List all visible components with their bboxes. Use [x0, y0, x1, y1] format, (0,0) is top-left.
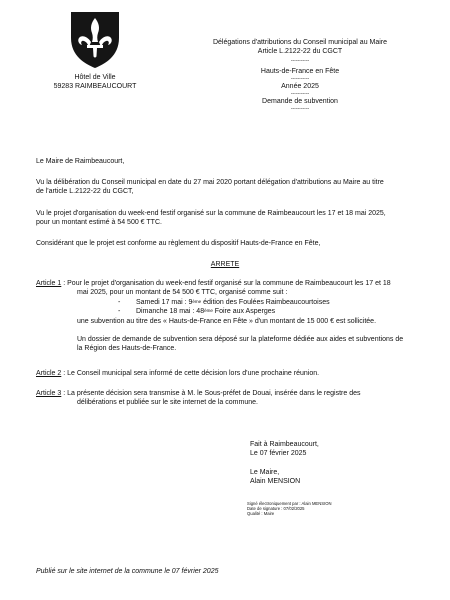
program-item: - Dimanche 18 mai : 48ème Foire aux Asperges [118, 308, 276, 316]
separator: ----------- [290, 76, 310, 82]
signature-role: Le Maire, [250, 468, 280, 476]
intro-line: Le Maire de Raimbeaucourt, [36, 158, 125, 165]
fleur-de-lis-icon [71, 12, 119, 68]
arrete-heading: ARRETE [210, 261, 240, 268]
article-1-label: Article 1 [36, 280, 62, 287]
decision-header [190, 38, 410, 112]
publication-note: Publié sur le site internet de la commune le 07 février 2025 [36, 568, 219, 575]
request-type: Demande de subvention [262, 98, 338, 105]
program-item: - Samedi 17 mai : 9ème édition des Foulées Raimbeaucourtoises [118, 298, 330, 306]
town-crest [71, 12, 119, 68]
electronic-signature-stamp: Signé électroniquement par : Alain MENSION Date de signature : 07/02/2025 Qualité : Maire [247, 501, 332, 517]
article-2-label: Article 2 [36, 370, 62, 377]
article-3-label: Article 3 [36, 390, 62, 397]
separator: ----------- [290, 91, 310, 97]
program-year: Année 2025 [281, 83, 319, 90]
article-1: Article 1 : Pour le projet d'organisation du week-end festif organisé sur la commune de Raimbeaucourt les 17 et 18 mai 2025, pour un montant de 54 500 € TTC, organisé comme suit : - Samedi 17 mai : 9ème édition des Foulées Raimbeaucourtoises - Dimanche 18 mai : 48ème Foire aux Asperges une subvention au titre des « Hauts-de-France en Fête » d'un montant de 15 000 € est sollicitée. Un dossier de demande de subvention sera déposé sur la plateforme dédiée aux aides et subventions de la Région des Hauts-de-France. [36, 279, 418, 354]
considerant: Considérant que le projet est conforme au règlement du dispositif Hauts-de-France en Fête, [36, 240, 321, 247]
signature-name: Alain MENSION [250, 478, 301, 486]
separator: ----------- [290, 106, 310, 112]
signature-block [250, 440, 319, 487]
signature-place: Fait à Raimbeaucourt, [250, 441, 319, 448]
decision-title: Délégations d'attributions du Conseil municipal au Maire [212, 39, 388, 46]
separator: ----------- [290, 58, 310, 64]
program-name: Hauts-de-France en Fête [260, 68, 340, 75]
vu-deliberation: Vu la délibération du Conseil municipal en date du 27 mai 2020 portant délégation d'attributions au Maire au titre de l'article L.2122-22 du CGCT, [36, 179, 384, 196]
article-3: Article 3 : La présente décision sera transmise à M. le Sous-préfet de Douai, insérée dans le registre des délibérations et publiée sur le site internet de la commune. [36, 390, 361, 407]
signature-date: Le 07 février 2025 [250, 450, 307, 458]
article-2: Article 2 : Le Conseil municipal sera informé de cette décision lors d'une prochaine réunion. [36, 370, 320, 377]
decision-article: Article L.2122-22 du CGCT [257, 48, 343, 55]
vu-projet: Vu le projet d'organisation du week-end festif organisé sur la commune de Raimbeaucourt les 17 et 18 mai 2025, pour un montant estimé à 54 500 € TTC. [36, 210, 386, 227]
town-postal-address: 59283 RAIMBEAUCOURT [53, 83, 137, 90]
town-hall-label: Hôtel de Ville [74, 74, 116, 81]
